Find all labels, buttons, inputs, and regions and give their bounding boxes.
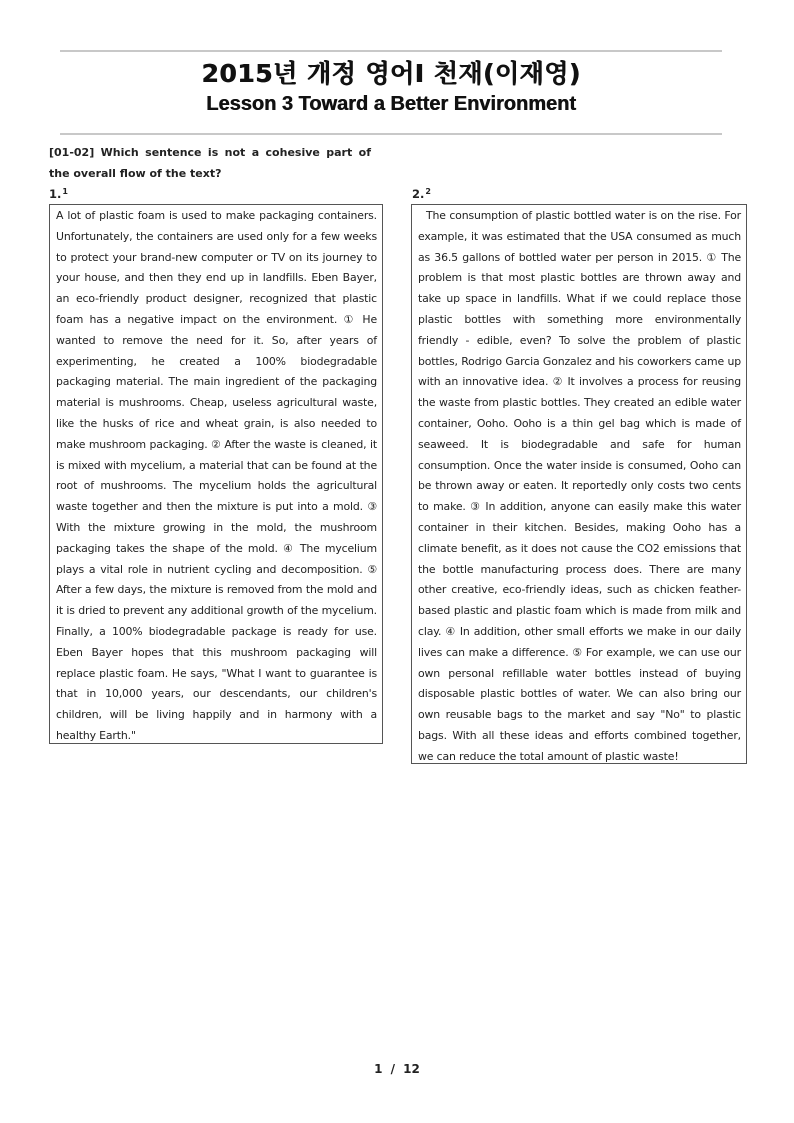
question-1-footnote: 1 [62,187,68,196]
question-2-label [412,184,431,202]
question-2-number: 2. [412,187,425,201]
question-2-passage [411,204,747,764]
question-1-label [49,184,68,202]
lesson-subtitle: Lesson 3 Toward a Better Environment [206,93,576,115]
question-instruction: [01-02] Which sentence is not a cohesive part of the overall flow of the text? [49,146,371,180]
question-1-number: 1. [49,187,62,201]
document-title: 2015년 개정 영어I 천재(이재영) [201,59,581,88]
page-number: 1 / 12 [374,1062,420,1076]
header-bottom-rule [60,133,722,135]
question-2-passage-text: The consumption of plastic bottled water is on the rise. For example, it was estimated that the USA consumed as much as 36.5 gallons of bottled water per person in 2015. ① The problem is that most plastic bottles are thrown away and take up space in landfills. What if we could replace those plastic bottles with something more environmentally friendly - edible, even? To solve the problem of plastic bottles, Rodrigo Garcia Gonzalez and his coworkers came up with an innovative idea. ② It involves a process for reusing the waste from plastic bottles. They created an edible water container, Ooho. Ooho is a thin gel bag which is made of seaweed. It is biodegradable and safe for human consumption. Once the water inside is consumed, Ooho can be thrown away or eaten. It reportedly only costs two cents to make. ③ In addition, anyone can easily make this water container in their kitchen. Besides, making Ooho has a climate benefit, as it does not cause the CO2 emissions that the bottle manufacturing process does. There are many other creative, eco-friendly ideas, such as chicken feather-based plastic and plastic foam which is made from milk and clay. ④ In addition, other small efforts we make in our daily lives can make a difference. ⑤ For example, we can use our own personal refillable water bottles instead of buying disposable plastic bottles of water. We can also bring our own reusable bags to the market and say "No" to plastic bags. With all these ideas and efforts combined together, we can reduce the total amount of plastic waste! [418,209,741,763]
header-top-rule [60,50,722,52]
question-1-passage: A lot of plastic foam is used to make packaging containers. Unfortunately, the containers are used only for a few weeks to protect your brand-new computer or TV on its journey to your house, and then they end up in landfills. Eben Bayer, an eco-friendly product designer, recognized that plastic foam has a negative impact on the environment. ① He wanted to remove the need for it. So, after years of experimenting, he created a 100% biodegradable packaging material. The main ingredient of the packaging material is mushrooms. Cheap, useless agricultural waste, like the husks of rice and wheat grain, is also needed to make mushroom packaging. ② After the waste is cleaned, it is mixed with mycelium, a material that can be found at the root of mushrooms. The mycelium holds the agricultural waste together and then the mixture is put into a mold. ③ With the mixture growing in the mold, the mushroom packaging takes the shape of the mold. ④ The mycelium plays a vital role in nutrient cycling and decomposition. ⑤ After a few days, the mixture is removed from the mold and it is dried to prevent any additional growth of the mycelium. Finally, a 100% biodegradable package is ready for use. Eben Bayer hopes that this mushroom packaging will replace plastic foam. He says, "What I want to guarantee is that in 10,000 years, our descendants, our children's children, will be living happily and in harmony with a healthy Earth." [49,204,383,744]
question-2-footnote: 2 [425,187,431,196]
